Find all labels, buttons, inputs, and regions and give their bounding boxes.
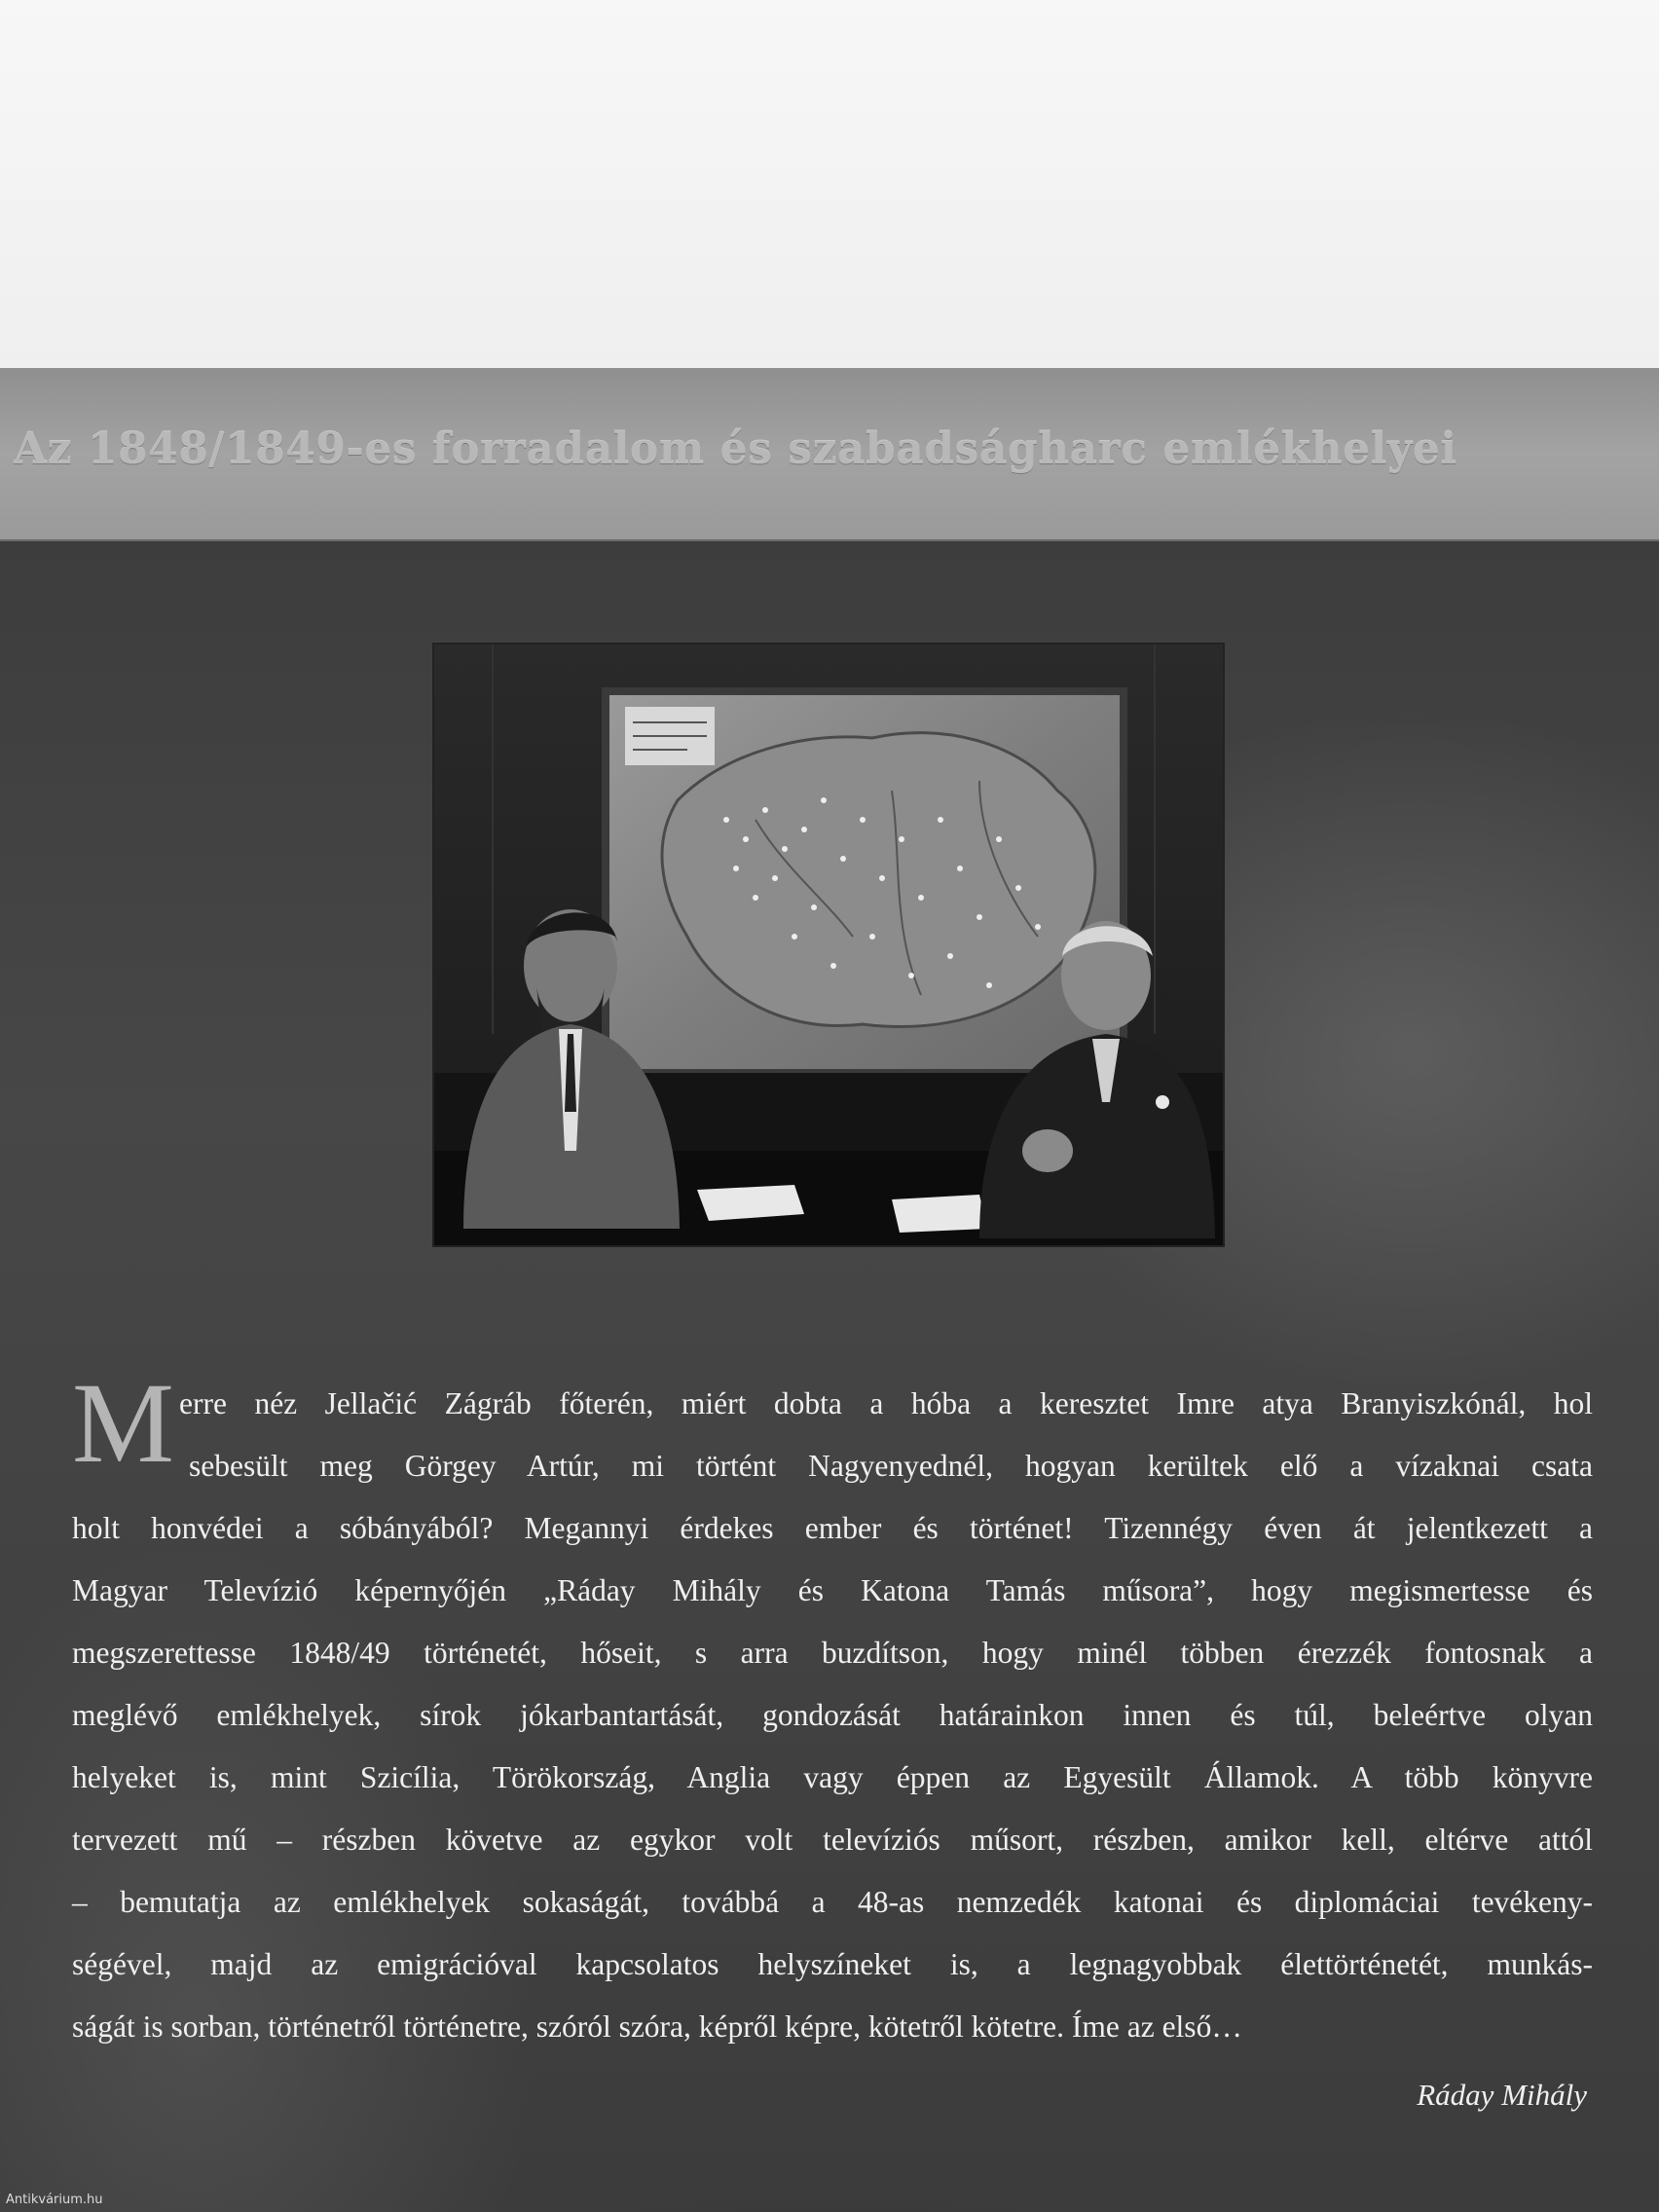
- intro-line: Magyar Televízió képernyőjén „Ráday Mihály és Katona Tamás műsora”, hogy megismertesse és: [72, 1573, 1593, 1607]
- intro-line: – bemutatja az emlékhelyek sokaságát, továbbá a 48-as nemzedék katonai és diplomáciai tevékeny-: [72, 1885, 1593, 1919]
- intro-line: sebesült meg Görgey Artúr, mi történt Nagyenyednél, hogyan kerültek elő a vízaknai csata: [189, 1449, 1593, 1483]
- tv-studio-photo: [432, 643, 1225, 1247]
- intro-line: ségével, majd az emigrációval kapcsolatos helyszíneket is, a legnagyobbak élettörténetét, munkás-: [72, 1947, 1593, 1981]
- intro-line: helyeket is, mint Szicília, Törökország, Anglia vagy éppen az Egyesült Államok. A több könyvre: [72, 1760, 1593, 1794]
- paper-background: [0, 0, 1659, 368]
- watermark: Antikvárium.hu: [6, 2193, 103, 2207]
- photo-illustration: [434, 645, 1223, 1245]
- drop-cap: M: [72, 1359, 174, 1487]
- intro-line: erre néz Jellačić Zágráb főterén, miért dobta a hóba a keresztet Imre atya Branyiszkónál, hol: [179, 1386, 1593, 1420]
- intro-line: meglévő emlékhelyek, sírok jókarbantartását, gondozását határainkon innen és túl, beleértve olyan: [72, 1698, 1593, 1732]
- cover-title: Az 1848/1849-es forradalom és szabadságharc emlékhelyei: [14, 424, 1457, 474]
- intro-line: tervezett mű – részben követve az egykor volt televíziós műsort, részben, amikor kell, eltérve attól: [72, 1823, 1593, 1857]
- intro-line: ságát is sorban, történetről történetre, szóról szóra, képről képre, kötetről kötetre. Íme az első…: [72, 2009, 1242, 2044]
- intro-line: holt honvédei a sóbányából? Megannyi érdekes ember és történet! Tizennégy éven át jelentkezett a: [72, 1511, 1593, 1545]
- intro-text: [72, 1373, 1593, 2058]
- author-signature: Ráday Mihály: [1417, 2078, 1587, 2112]
- intro-line: megszerettesse 1848/49 történetét, hőseit, s arra buzdítson, hogy minél többen érezzék fontosnak a: [72, 1636, 1593, 1670]
